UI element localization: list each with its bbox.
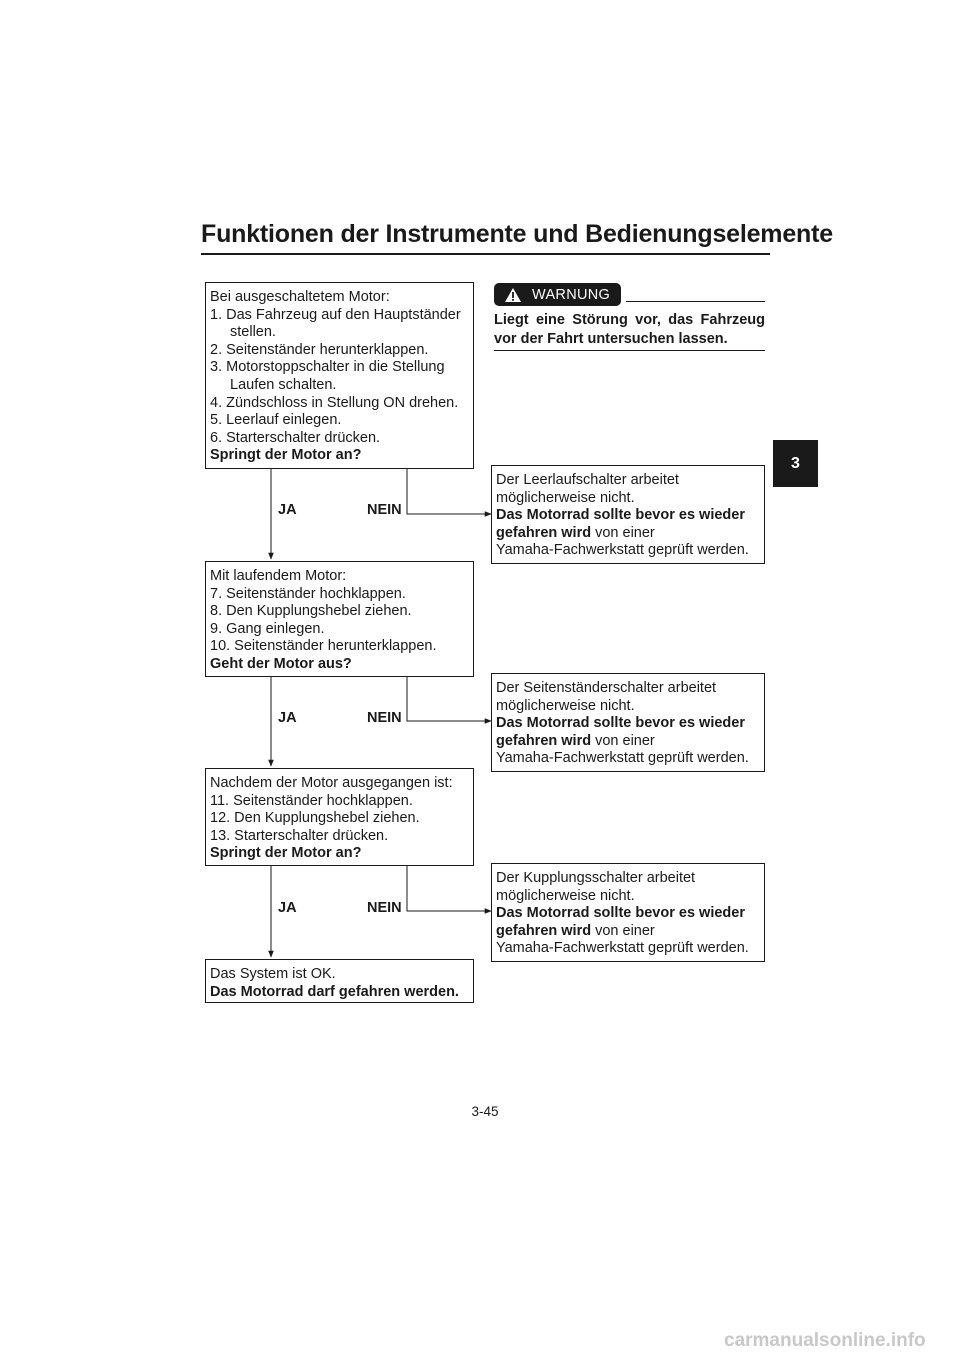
fault1-line4-rest: von einer [591,524,655,541]
fault-box-sidestand-switch [491,673,765,772]
fault2-line4-bold: gefahren wird [496,732,592,749]
no-label-2: NEIN [367,710,402,726]
step2-question: Geht der Motor aus? [210,655,352,672]
yes-label-1: JA [278,502,297,518]
warning-text-line2: vor der Fahrt untersuchen lassen. [494,331,728,347]
fault1-line5: Yamaha-Fachwerkstatt geprüft werden. [496,542,749,559]
step1-item1: 1. Das Fahrzeug auf den Hauptständer [210,306,461,323]
fault1-line3: Das Motorrad sollte bevor es wieder [496,507,745,524]
step3-item12: 12. Den Kupplungshebel ziehen. [210,810,420,827]
step1-item4: 4. Zündschloss in Stellung ON drehen. [210,394,459,411]
chapter-tab: 3 [773,440,818,487]
fault1-line2: möglicherweise nicht. [496,489,635,506]
step2-item9: 9. Gang einlegen. [210,620,325,637]
result-ok-line1: Das System ist OK. [210,966,336,982]
step2-item8: 8. Den Kupplungshebel ziehen. [210,603,412,620]
step1-item1-cont: stellen. [230,324,276,341]
fault2-line3: Das Motorrad sollte bevor es wieder [496,715,745,732]
fault3-line1: Der Kupplungsschalter arbeitet [496,870,696,886]
flow-step-3 [205,768,474,866]
step1-question: Springt der Motor an? [210,447,362,464]
watermark: carmanualsonline.info [724,1330,926,1351]
fault3-line3: Das Motorrad sollte bevor es wieder [496,905,745,922]
step3-question: Springt der Motor an? [210,845,362,862]
fault2-line4-rest: von einer [591,732,655,749]
fault2-line2: möglicherweise nicht. [496,697,635,714]
yes-label-3: JA [278,900,297,916]
result-ok-box [205,959,474,1003]
step1-item2: 2. Seitenständer herunterklappen. [210,341,429,358]
no-label-1: NEIN [367,502,402,518]
fault-box-clutch-switch [491,863,765,962]
page-title: Funktionen der Instrumente und Bedienungselemente [201,220,833,248]
page-number: 3-45 [471,1104,499,1119]
step1-item3: 3. Motorstoppschalter in die Stellung [210,359,445,376]
fault3-line4-rest: von einer [591,922,655,939]
fault1-line4-bold: gefahren wird [496,524,592,541]
step3-item11: 11. Seitenständer hochklappen. [210,792,413,809]
fault3-line2: möglicherweise nicht. [496,887,635,904]
fault2-line1: Der Seitenständerschalter arbeitet [496,680,717,696]
warning-text-line1: Liegt eine Störung vor, das Fahrzeug [494,312,765,328]
flow-step-1 [205,282,474,469]
no-arrow-3 [407,866,491,911]
fault2-line5: Yamaha-Fachwerkstatt geprüft werden. [496,750,749,767]
step2-item10: 10. Seitenständer herunterklappen. [210,638,437,655]
step2-intro: Mit laufendem Motor: [210,568,347,584]
fault3-line4-bold: gefahren wird [496,922,592,939]
flow-step-2 [205,561,474,677]
step1-intro: Bei ausgeschaltetem Motor: [210,289,390,305]
yes-label-2: JA [278,710,297,726]
step1-item5: 5. Leerlauf einlegen. [210,412,342,429]
warning-badge-label: WARNUNG [532,286,611,303]
no-arrow-2 [407,677,491,721]
result-ok-line2: Das Motorrad darf gefahren werden. [210,983,459,1000]
fault3-line5: Yamaha-Fachwerkstatt geprüft werden. [496,940,749,957]
step3-intro: Nachdem der Motor ausgegangen ist: [210,775,453,791]
step3-item13: 13. Starterschalter drücken. [210,827,389,844]
step1-item6: 6. Starterschalter drücken. [210,429,381,446]
fault-box-neutral-switch [491,465,765,564]
no-arrow-1 [407,469,491,514]
fault1-line1: Der Leerlaufschalter arbeitet [496,472,679,488]
no-label-3: NEIN [367,900,402,916]
step1-item3-cont: Laufen schalten. [230,376,337,393]
step2-item7: 7. Seitenständer hochklappen. [210,585,406,602]
